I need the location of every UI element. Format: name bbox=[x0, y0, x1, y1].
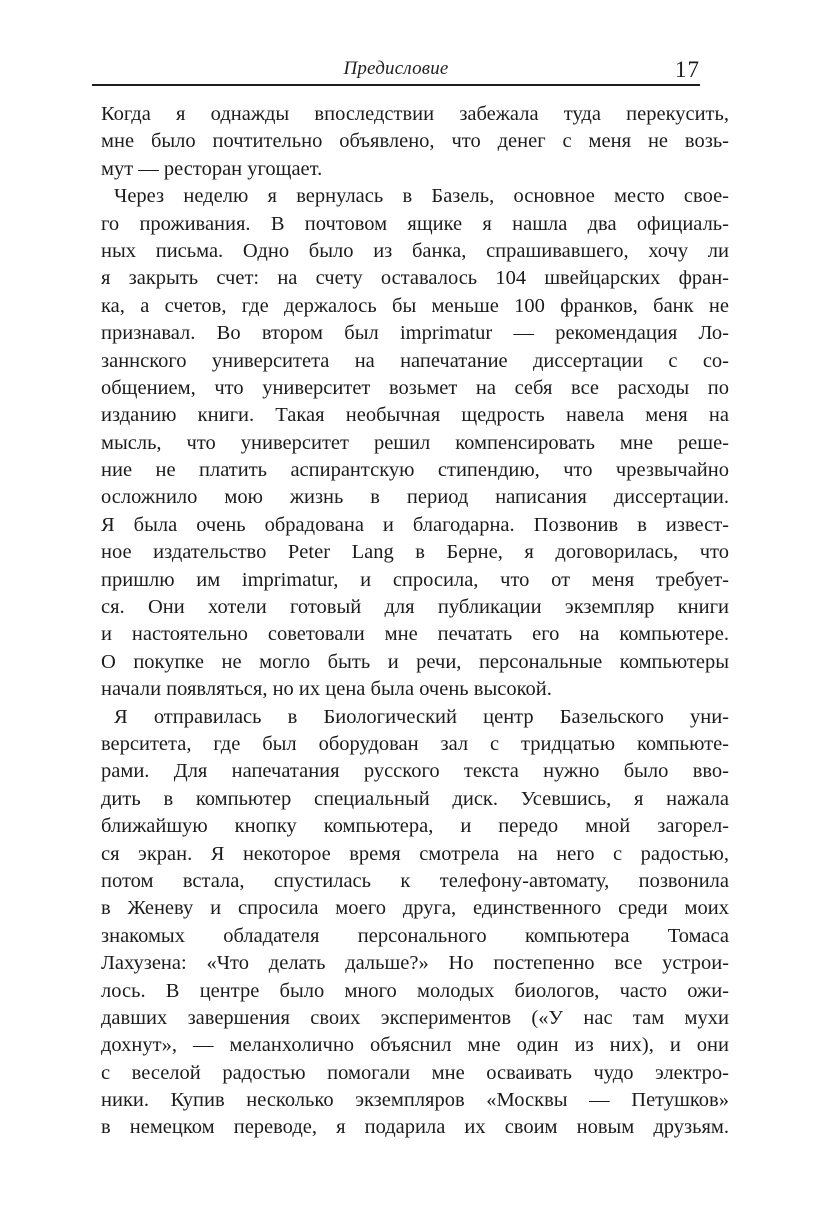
text-line: ное издательство Peter Lang в Берне, я договорилась, что bbox=[101, 541, 729, 564]
text-line: начали появляться, но их цена была очень высокой. bbox=[101, 678, 552, 701]
running-head bbox=[92, 54, 700, 82]
text-line: ние не платить аспирантскую стипендию, что чрезвычайно bbox=[101, 459, 729, 482]
text-line: Лахузена: «Что делать дальше?» Но постепенно все устрои- bbox=[101, 952, 729, 975]
text-line: в немецком переводе, я подарила их своим новым друзьям. bbox=[101, 1116, 729, 1139]
text-line: ники. Купив несколько экземпляров «Москвы — Петушков» bbox=[101, 1089, 729, 1112]
text-line: Я отправилась в Биологический центр Базельского уни- bbox=[114, 705, 729, 728]
text-line: с веселой радостью помогали мне осваивать чудо электро- bbox=[101, 1061, 729, 1084]
page-number: 17 bbox=[675, 57, 700, 82]
text-line: я закрыть счет: на счету оставалось 104 швейцарских фран- bbox=[101, 267, 729, 290]
text-line: заннского университета на напечатание диссертации с со- bbox=[101, 349, 729, 372]
text-block bbox=[101, 101, 729, 1142]
text-line: изданию книги. Такая необычная щедрость навела меня на bbox=[101, 404, 729, 427]
text-line: рами. Для напечатания русского текста нужно было вво- bbox=[101, 760, 729, 783]
text-line: ся. Они хотели готовый для публикации экземпляр книги bbox=[101, 596, 729, 619]
running-header-title: Предисловие bbox=[343, 58, 449, 79]
text-line: О покупке не могло быть и речи, персональные компьютеры bbox=[101, 650, 729, 673]
header-rule bbox=[92, 84, 700, 86]
text-line: ближайшую кнопку компьютера, и передо мной загорел- bbox=[101, 815, 729, 838]
text-line: Когда я однажды впоследствии забежала туда перекусить, bbox=[101, 103, 729, 125]
text-line: давших завершения своих экспериментов («У нас там мухи bbox=[101, 1006, 729, 1029]
text-line: лось. В центре было много молодых биологов, часто ожи- bbox=[101, 979, 729, 1002]
text-line: ных письма. Одно было из банка, спрашивавшего, хочу ли bbox=[101, 239, 729, 262]
text-line: общением, что университет возьмет на себя все расходы по bbox=[101, 376, 729, 399]
text-line: знакомых обладателя персонального компьютера Томаса bbox=[101, 924, 729, 947]
text-line: ся экран. Я некоторое время смотрела на него с радостью, bbox=[101, 842, 729, 865]
text-line: ка, а счетов, где держалось бы меньше 100 франков, банк не bbox=[101, 294, 729, 317]
text-line: дохнут», — меланхолично объяснил мне один из них), и они bbox=[101, 1034, 729, 1057]
text-line: и настоятельно советовали мне печатать его на компьютере. bbox=[101, 623, 729, 646]
text-line: Я была очень обрадована и благодарна. Позвонив в извест- bbox=[101, 513, 729, 536]
text-line: мысль, что университет решил компенсировать мне реше- bbox=[101, 431, 729, 454]
text-line: дить в компьютер специальный диск. Усевшись, я нажала bbox=[101, 787, 729, 810]
text-line: мне было почтительно объявлено, что денег с меня не возь- bbox=[101, 130, 729, 153]
text-line: го проживания. В почтовом ящике я нашла два официаль- bbox=[101, 212, 729, 235]
text-line: мут — ресторан угощает. bbox=[101, 157, 323, 180]
text-line: пришлю им imprimatur, и спросила, что от меня требует- bbox=[101, 568, 729, 591]
text-line: осложнило мою жизнь в период написания диссертации. bbox=[101, 486, 729, 509]
text-line: верситета, где был оборудован зал с тридцатью компьюте- bbox=[101, 732, 729, 755]
text-line: потом встала, спустилась к телефону-автомату, позвонила bbox=[101, 869, 729, 892]
text-line: в Женеву и спросила моего друга, единственного среди моих bbox=[101, 897, 729, 920]
text-line: признавал. Во втором был imprimatur — рекомендация Ло- bbox=[101, 322, 729, 345]
text-line: Через неделю я вернулась в Базель, основное место свое- bbox=[114, 185, 729, 208]
